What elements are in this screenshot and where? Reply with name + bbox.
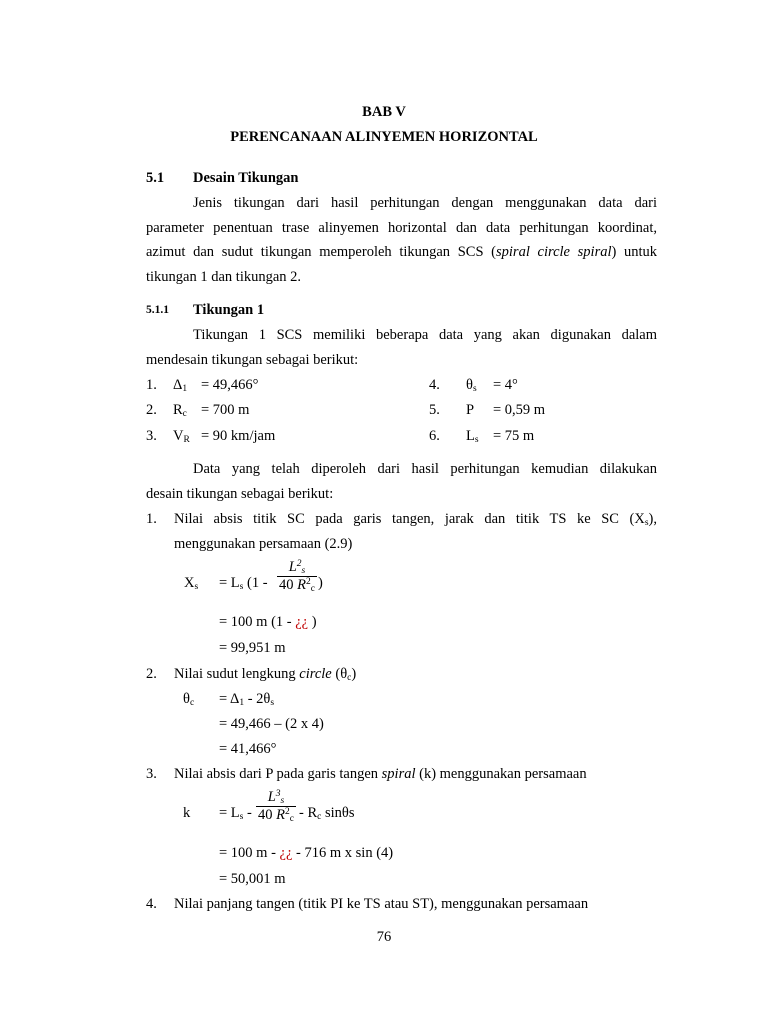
formula-error-glyph: ¿¿ [295,614,309,630]
step-text: menggunakan persamaan (2.9) [174,536,353,552]
fraction [277,559,317,594]
formula-error-glyph: ¿¿ [279,845,293,861]
formula-line: = 100 m (1 - ¿¿ ) [219,614,317,630]
section-number: 5.1 [146,170,165,186]
fraction-denominator: 40 $R^2_c$ [258,807,294,824]
formula-line: = 100 m - ¿¿ - 716 m x sin (4) [219,845,394,861]
formula-line: = 99,951 m [219,640,286,656]
param-symbol: $\theta_s$ [466,377,477,394]
param-number: 3. [146,428,157,444]
paragraph-line: parameter penentuan trase alinyemen horizontal dan data perhitungan koordinat, [146,220,657,236]
formula-lhs: $X_s$ [184,575,199,592]
step-number: 4. [146,896,157,912]
step-text: Nilai absis titik SC pada garis tangen, jarak dan titik TS ke SC $(X_s)$, [174,511,657,528]
param-value: = 700 m [201,402,250,418]
fraction-denominator: 40 $R^2_c$ [279,577,315,594]
formula-line: = 50,001 m [219,871,286,887]
paragraph-line: Jenis tikungan dari hasil perhitungan dengan menggunakan data dari [193,195,657,211]
param-number: 2. [146,402,157,418]
step-number: 3. [146,766,157,782]
step-text: Nilai absis dari P pada garis tangen spiral (k) menggunakan persamaan [174,766,587,782]
formula-rhs: - $R_c$ sinθs [299,805,355,822]
formula-line: = 41,466° [219,741,277,757]
step-number: 1. [146,511,157,527]
text-run: ) untuk [611,244,658,260]
formula-line: = 49,466 – (2 x 4) [219,716,324,732]
fraction-numerator: $L^3_s$ [256,789,296,807]
paragraph-line: desain tikungan sebagai berikut: [146,486,334,502]
formula-line: = $\Delta_1 - 2\theta_s$ [219,691,275,708]
chapter-label: BAB V [362,104,406,120]
formula-lhs: k [183,805,191,821]
param-symbol: $L_s$ [466,428,479,445]
paragraph-line: Tikungan 1 SCS memiliki beberapa data yang akan digunakan dalam [193,327,657,343]
subsection-heading: Tikungan 1 [193,302,265,318]
param-symbol: P [466,402,475,418]
step-text: Nilai sudut lengkung circle $(\theta_c)$ [174,666,357,683]
text-run: azimut dan sudut tikungan memperoleh tikungan SCS ( [146,244,497,260]
fraction-numerator: $L^2_s$ [277,559,317,577]
param-number: 1. [146,377,157,393]
page-number: 76 [376,929,392,945]
param-value: = 4° [493,377,518,393]
section-heading: Desain Tikungan [193,170,299,186]
param-number: 4. [429,377,440,393]
param-number: 6. [429,428,440,444]
chapter-title: PERENCANAAN ALINYEMEN HORIZONTAL [230,129,538,145]
paragraph-line [146,244,657,261]
param-value: = 75 m [493,428,535,444]
param-number: 5. [429,402,440,418]
formula-lhs: $\theta_c$ [183,691,195,708]
param-value: = 49,466° [201,377,259,393]
param-symbol: $\Delta_1$ [173,377,188,394]
paragraph-line: tikungan 1 dan tikungan 2. [146,269,302,285]
step-number: 2. [146,666,157,682]
param-symbol: $V_R$ [173,428,190,445]
param-value: = 0,59 m [493,402,546,418]
step-text: Nilai panjang tangen (titik PI ke TS atau ST), menggunakan persamaan [174,896,589,912]
paragraph-line: Data yang telah diperoleh dari hasil perhitungan kemudian dilakukan [193,461,657,477]
formula-paren: ) [318,575,323,591]
fraction [256,789,296,824]
param-value: = 90 km/jam [201,428,276,444]
formula-rhs: = $L_s$ - [219,805,252,822]
param-symbol: $R_c$ [173,402,187,419]
subsection-number: 5.1.1 [146,304,169,316]
paragraph-line: mendesain tikungan sebagai berikut: [146,352,359,368]
italic-term: spiral circle spiral [496,244,612,260]
formula-rhs: = $L_s$ (1 - [219,575,268,592]
